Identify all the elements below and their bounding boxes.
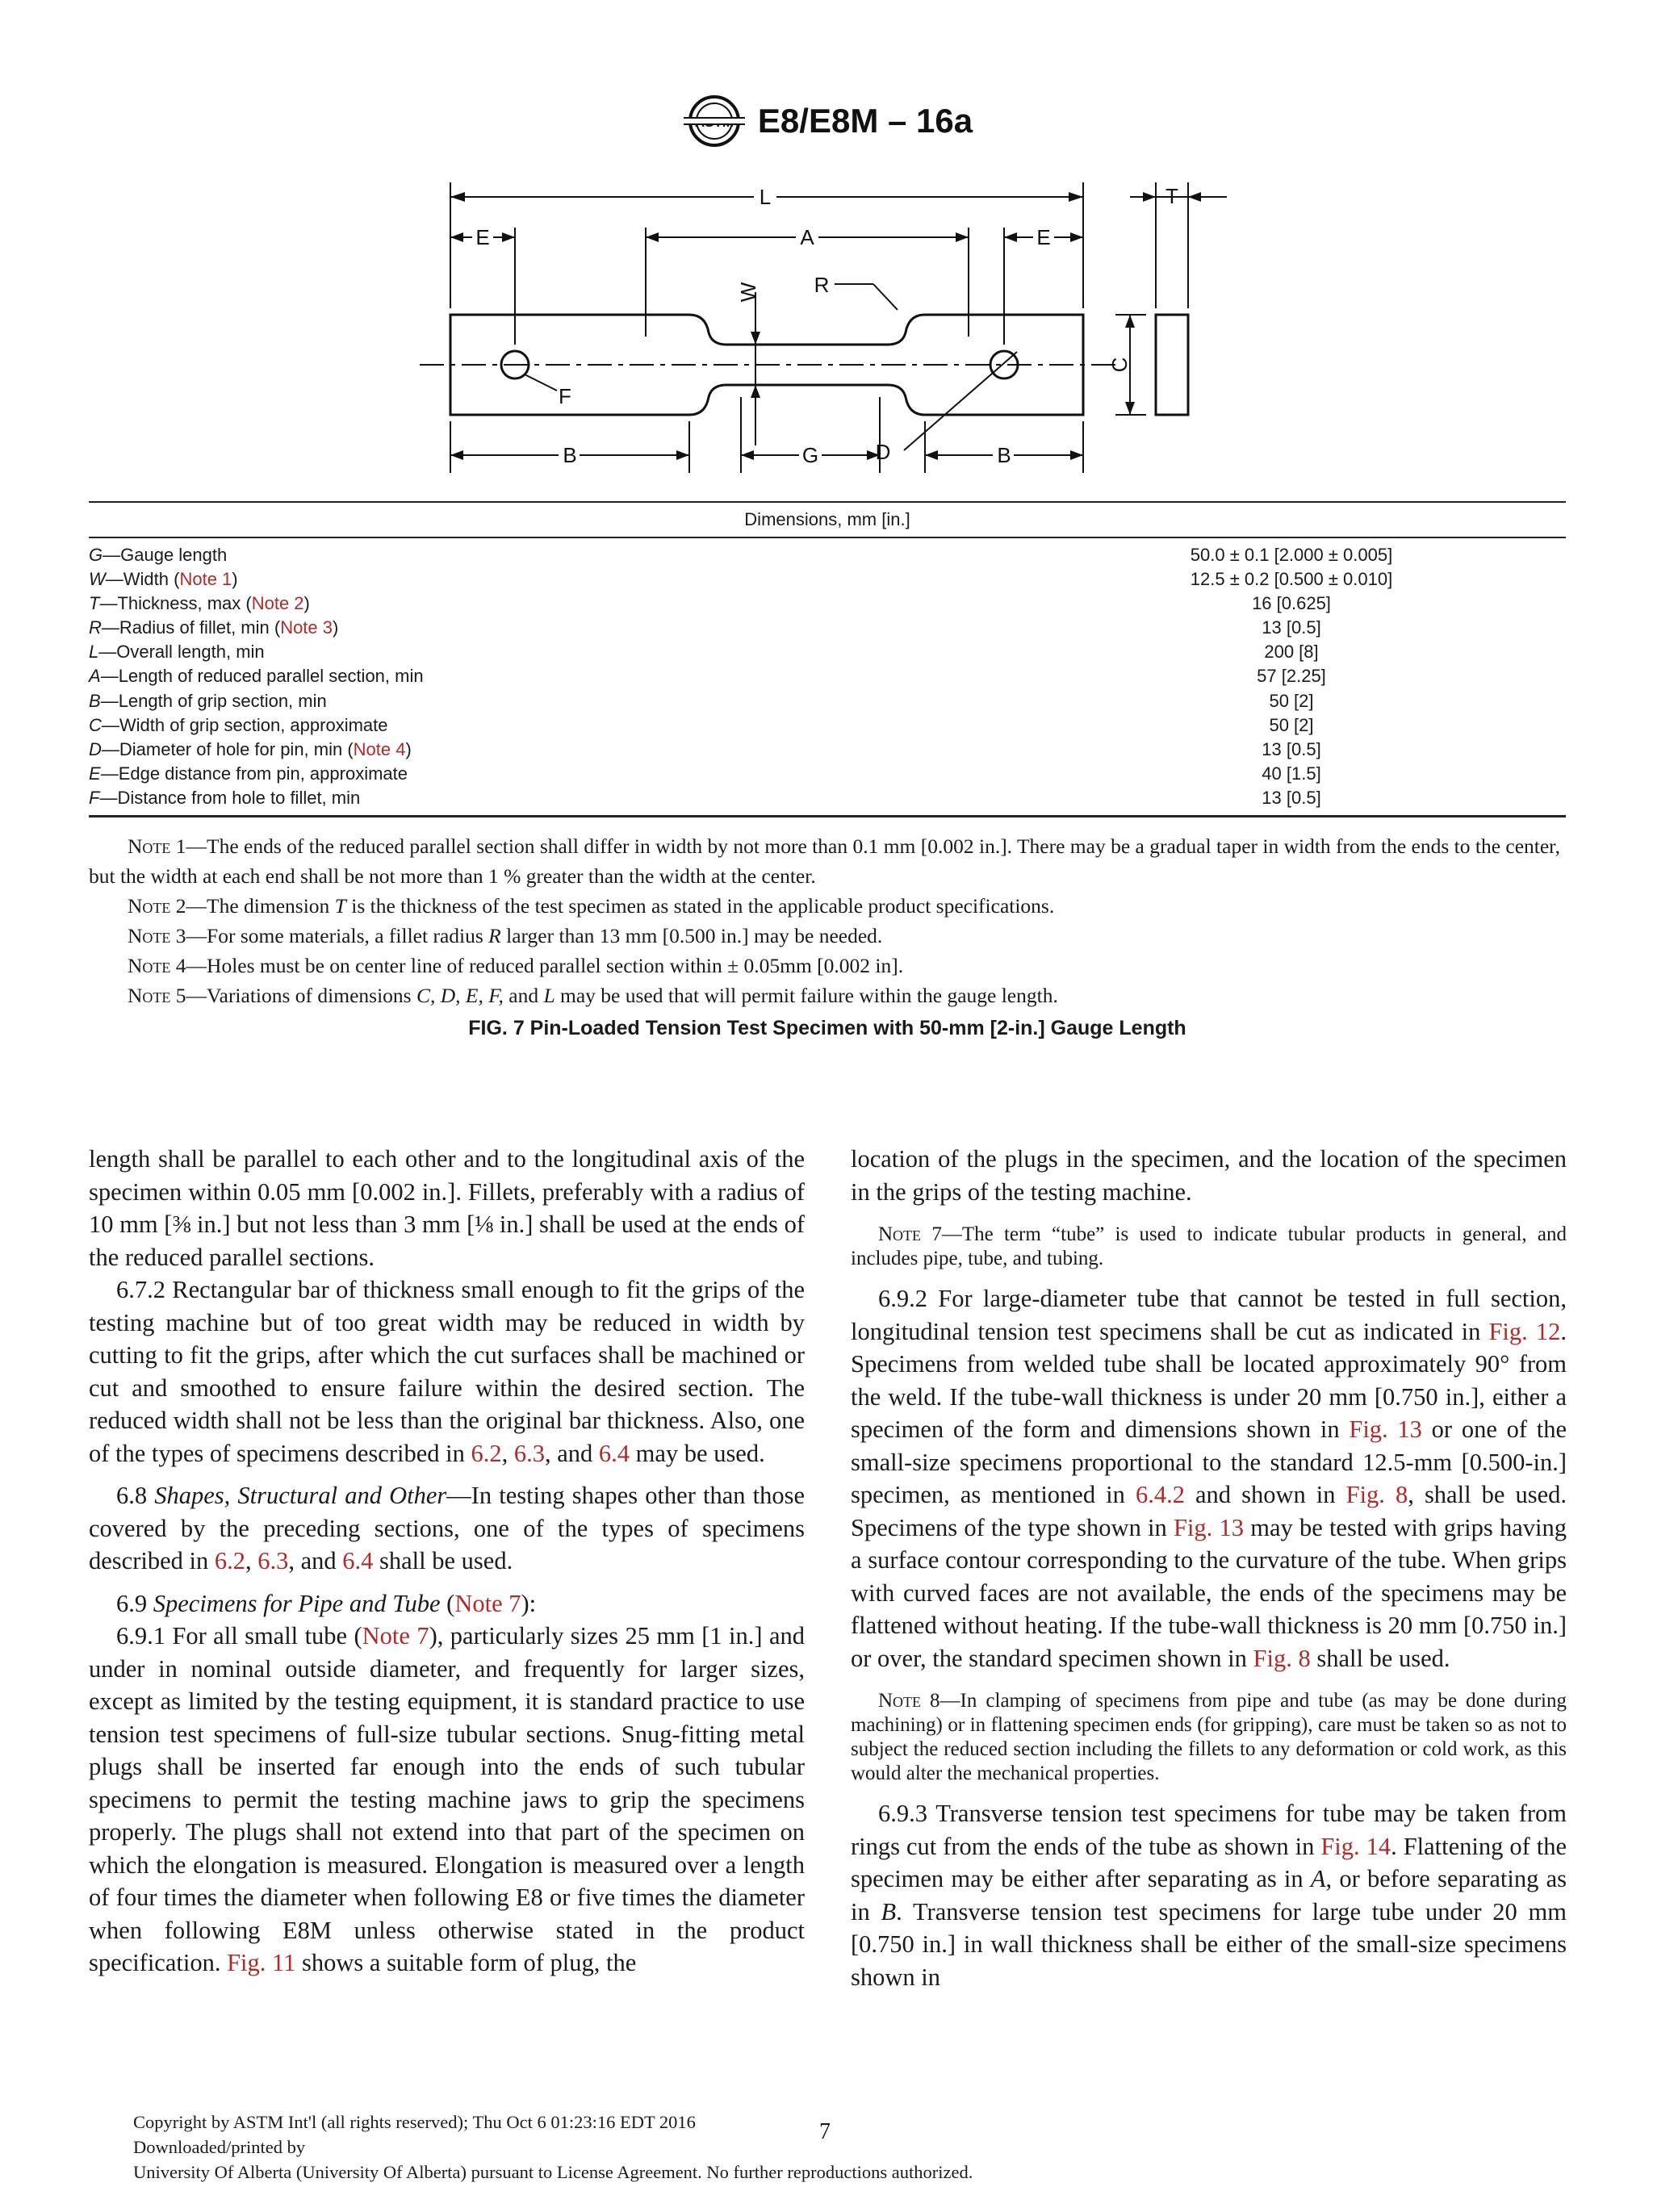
table-row — [89, 640, 1566, 664]
label-G: G — [801, 443, 819, 467]
copyright-footer — [133, 2110, 1263, 2185]
ref-6-4-link[interactable]: 6.4 — [598, 1439, 630, 1467]
page-header — [0, 87, 1653, 159]
paragraph-6-9-3: 6.9.3 Transverse tension test specimens for tube may be taken from rings cut from the ends of the tube as shown in Fig. 14. Flattening of the specimen may be either after separating as in A, or before separating as in B. Transverse tension test specimens for large tube under 20 mm [0.750 in.] in wall thickness shall be either of the small-size specimens shown in — [851, 1800, 1567, 1991]
label-B-left: B — [563, 443, 577, 467]
ref-6-4-2-link[interactable]: 6.4.2 — [1135, 1481, 1185, 1508]
fig-12-link[interactable]: Fig. 12 — [1488, 1317, 1561, 1345]
footer-line-3: University Of Alberta (University Of Alberta) pursuant to License Agreement. No further reproductions authorized. — [133, 2162, 973, 2182]
fig-8-link[interactable]: Fig. 8 — [1345, 1481, 1408, 1508]
specimen-diagram — [404, 171, 1243, 487]
paragraph-6-7-2: 6.7.2 Rectangular bar of thickness small enough to fit the grips of the testing machine but of too great width may be reduced in width by cutting to fit the grips, after which the cut surfaces shall be machined or cut and smoothed to ensure failure within the desired section. The reduced width shall not be less than the original bar thickness. Also, one of the types of specimens described in 6.2, 6.3, and 6.4 may be used. — [89, 1276, 805, 1467]
label-W: W — [736, 282, 760, 303]
label-F: F — [559, 384, 571, 408]
label-A: A — [800, 225, 814, 249]
table-row — [89, 567, 1566, 592]
paragraph-6-9-1: 6.9.1 For all small tube (Note 7), particularly sizes 25 mm [1 in.] and under in nominal outside diameter, and frequently for larger sizes, except as limited by the testing equipment, it is standard practice to use tension test specimens of full-size tubular sections. Snug-fitting metal plugs shall be inserted far enough into the ends of such tubular specimens to permit the testing machine jaws to grip the specimens properly. The plugs shall not extend into that part of the specimen on which the elongation is measured. Elongation is measured over a length of four times the diameter when following E8 or five times the diameter when following E8M unless otherwise stated in the product specification. Fig. 11 shows a suitable form of plug, the — [89, 1622, 805, 1976]
dimension-value: 50.0 ± 0.1 [2.000 ± 0.005] — [1190, 545, 1393, 565]
note-5: Note 5—Variations of dimensions C, D, E, F, and L may be used that will permit failure within the gauge length. — [128, 984, 1058, 1007]
label-R: R — [814, 273, 830, 297]
table-row — [89, 762, 1566, 786]
ref-6-2-link[interactable]: 6.2 — [471, 1439, 502, 1467]
footer-line-1: Copyright by ASTM Int'l (all rights reserved); Thu Oct 6 01:23:16 EDT 2016 — [133, 2112, 696, 2132]
figure-notes — [89, 831, 1566, 1043]
note-4: Note 4—Holes must be on center line of reduced parallel section within ± 0.05mm [0.002 in]. — [128, 954, 904, 977]
note-7: Note 7—The term “tube” is used to indicate tubular products in general, and includes pipe, tube, and tubing. — [851, 1223, 1567, 1269]
table-row — [89, 543, 1566, 567]
label-E-left: E — [475, 225, 490, 249]
ref-6-3-link[interactable]: 6.3 — [257, 1547, 289, 1574]
table-row — [89, 689, 1566, 713]
dimension-label: F—Distance from hole to fillet, min — [89, 787, 361, 808]
figure-caption: FIG. 7 Pin-Loaded Tension Test Specimen with 50-mm [2-in.] Gauge Length — [468, 1017, 1186, 1039]
dimension-value: 50 [2] — [1269, 690, 1314, 711]
note-3: Note 3—For some materials, a fillet radius R larger than 13 mm [0.500 in.] may be needed. — [128, 924, 883, 947]
paragraph-6-8: 6.8 Shapes, Structural and Other—In testing shapes other than those covered by the preceding sections, one of the types of specimens described in 6.2, 6.3, and 6.4 shall be used. — [89, 1482, 805, 1574]
left-column — [89, 1143, 805, 1980]
table-row — [89, 713, 1566, 738]
dimension-label: R—Radius of fillet, min (Note 3) — [89, 617, 339, 638]
dimension-value: 57 [2.25] — [1257, 666, 1326, 687]
dimension-label: A—Length of reduced parallel section, min — [89, 666, 424, 687]
note-7-link[interactable]: Note 7 — [362, 1622, 429, 1650]
table-row — [89, 592, 1566, 616]
note-7-link[interactable]: Note 7 — [454, 1589, 521, 1617]
ref-6-3-link[interactable]: 6.3 — [513, 1439, 545, 1467]
note-1: Note 1—The ends of the reduced parallel section shall differ in width by not more than 0.1 mm [0.002 in.]. There may be a gradual taper in width from the ends to the center, but the width at each end shall be not more than 1 % greater than the width at the center. — [89, 834, 1561, 888]
dimension-value: 13 [0.5] — [1262, 787, 1321, 808]
note-2: Note 2—The dimension T is the thickness of the test specimen as stated in the applicable product specifications. — [128, 894, 1055, 918]
table-row — [89, 786, 1566, 810]
dimension-label: B—Length of grip section, min — [89, 690, 327, 711]
right-column — [851, 1143, 1567, 1993]
table-row — [89, 738, 1566, 762]
label-T: T — [1165, 184, 1178, 208]
table-row — [89, 616, 1566, 640]
dimension-value: 50 [2] — [1269, 714, 1314, 735]
paragraph-continued-right: location of the plugs in the specimen, and the location of the specimen in the grips of the testing machine. — [851, 1145, 1567, 1206]
note-8: Note 8—In clamping of specimens from pipe and tube (as may be done during machining) or in flattening specimen ends (for gripping), care must be taken so as not to subject the reduced section including the fillets to any deformation or cold work, as this would alter the mechanical properties. — [851, 1690, 1567, 1784]
ref-6-2-link[interactable]: 6.2 — [214, 1547, 245, 1574]
footer-line-2: Downloaded/printed by — [133, 2137, 306, 2157]
dimension-label: E—Edge distance from pin, approximate — [89, 763, 408, 784]
label-L: L — [759, 185, 772, 209]
dimensions-table — [89, 501, 1566, 817]
note-link[interactable]: Note 4 — [353, 738, 406, 759]
label-C: C — [1107, 357, 1132, 373]
fig-13-link[interactable]: Fig. 13 — [1349, 1415, 1422, 1443]
dimension-label: G—Gauge length — [89, 545, 228, 565]
dimension-value: 40 [1.5] — [1262, 763, 1321, 784]
dimension-value: 16 [0.625] — [1252, 593, 1331, 614]
dimension-label: W—Width (Note 1) — [89, 569, 238, 590]
dimension-value: 13 [0.5] — [1262, 738, 1321, 759]
note-link[interactable]: Note 2 — [251, 593, 304, 614]
label-E-right: E — [1036, 225, 1051, 249]
fig-13-link[interactable]: Fig. 13 — [1173, 1513, 1245, 1541]
fig-11-link[interactable]: Fig. 11 — [227, 1949, 296, 1976]
dimension-value: 200 [8] — [1264, 642, 1319, 663]
note-link[interactable]: Note 1 — [179, 569, 232, 590]
label-B-right: B — [997, 443, 1011, 467]
dimension-value: 13 [0.5] — [1262, 617, 1321, 638]
dimension-value: 12.5 ± 0.2 [0.500 ± 0.010] — [1190, 569, 1393, 590]
paragraph-continued: length shall be parallel to each other and to the longitudinal axis of the specimen within 0.05 mm [0.002 in.]. Fillets, preferably with a radius of 10 mm [⅜ in.] but not less than 3 mm [⅛ in.] shall be used at the ends of the reduced parallel sections. — [89, 1145, 805, 1271]
dimension-label: T—Thickness, max (Note 2) — [89, 593, 310, 614]
dimension-label: C—Width of grip section, approximate — [89, 714, 388, 735]
fig-8-link[interactable]: Fig. 8 — [1253, 1644, 1311, 1672]
table-row — [89, 664, 1566, 688]
page-number: 7 — [819, 2119, 831, 2144]
standard-id: E8/E8M – 16a — [757, 102, 973, 140]
dimension-label: D—Diameter of hole for pin, min (Note 4) — [89, 738, 412, 759]
fig-14-link[interactable]: Fig. 14 — [1320, 1832, 1391, 1860]
paragraph-6-9-2: 6.9.2 For large-diameter tube that cannot be tested in full section, longitudinal tension test specimens shall be cut as indicated in Fig. 12. Specimens from welded tube shall be located approximately 90° from the weld. If the tube-wall thickness is under 20 mm [0.750 in.], either a specimen of the form and dimensions shown in Fig. 13 or one of the small-size specimens proportional to the standard 12.5-mm [0.500-in.] specimen, as mentioned in 6.4.2 and shown in Fig. 8, shall be used. Specimens of the type shown in Fig. 13 may be tested with grips having a surface contour corresponding to the curvature of the tube. When grips with curved faces are not available, the ends of the specimens may be flattened without heating. If the tube-wall thickness is 20 mm [0.750 in.] or over, the standard specimen shown in Fig. 8 shall be used. — [851, 1285, 1567, 1672]
table-heading: Dimensions, mm [in.] — [89, 501, 1566, 538]
astm-logo-icon — [680, 87, 748, 155]
section-6-9-heading: 6.9 Specimens for Pipe and Tube (Note 7): — [116, 1589, 537, 1617]
table-body — [89, 538, 1566, 817]
ref-6-4-link[interactable]: 6.4 — [342, 1547, 374, 1574]
label-D: D — [875, 440, 891, 464]
note-link[interactable]: Note 3 — [280, 617, 333, 638]
dimension-label: L—Overall length, min — [89, 642, 265, 663]
